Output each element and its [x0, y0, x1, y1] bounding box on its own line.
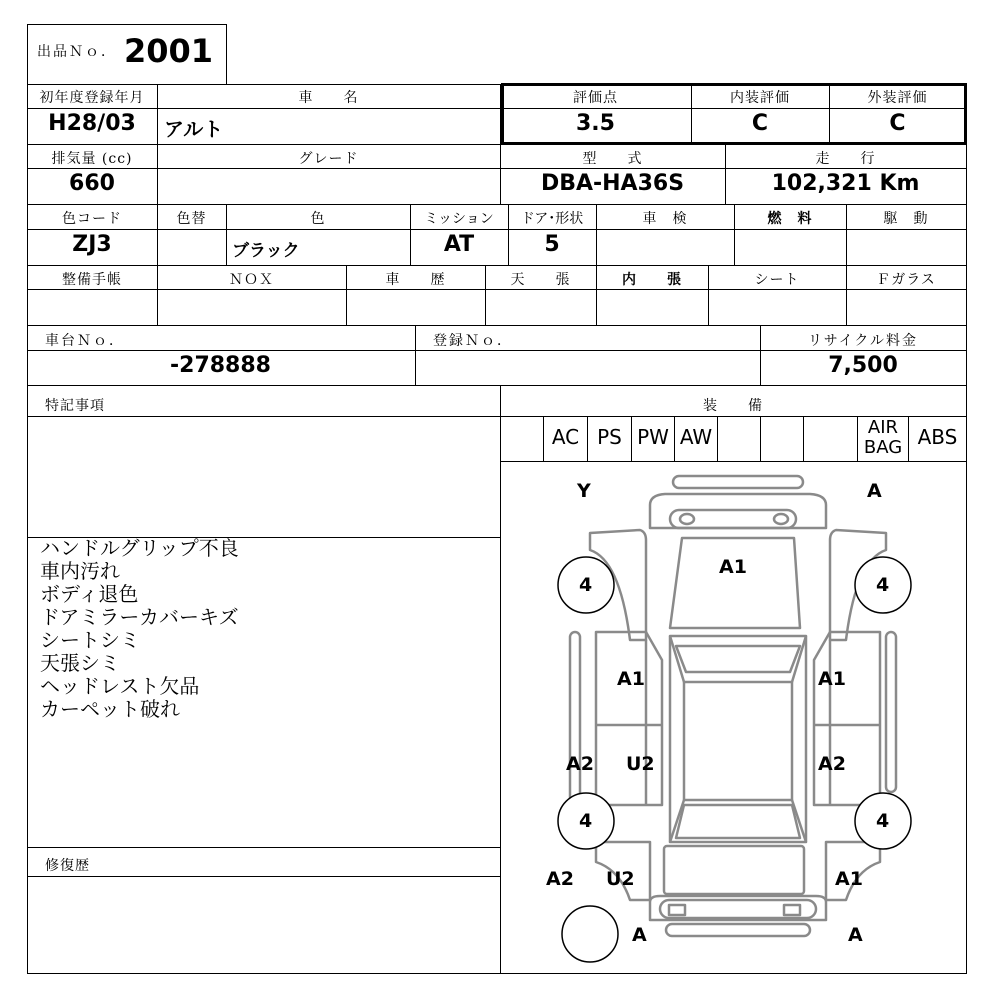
transmission-value: AT [443, 232, 475, 257]
tire-fl-tread: 4 [579, 574, 593, 596]
exterior-score-value: C [889, 111, 906, 136]
equipment-label: 装 備 [703, 398, 763, 414]
chassis-value: -278888 [170, 353, 271, 378]
color-code-label: 色コード [62, 211, 122, 227]
doors-label: ドア･形状 [520, 211, 584, 227]
remark-item: シートシミ [40, 628, 140, 652]
displacement-label: 排気量 (cc) [51, 151, 133, 167]
mark-right-quarter: A1 [835, 868, 863, 890]
score-label: 評価点 [573, 90, 618, 106]
remarks-label: 特記事項 [45, 398, 105, 414]
mark-left-quarter-a: A2 [546, 868, 574, 890]
lot-label: 出品Ｎｏ． [37, 44, 117, 60]
equip-ps: PS [597, 425, 622, 449]
mark-rear-right-corner: A [848, 924, 863, 946]
exterior-score-label: 外装評価 [867, 90, 928, 106]
ceiling-label: 天 張 [510, 272, 571, 288]
repaint-label: 色替 [176, 211, 207, 227]
remark-item: 天張シミ [40, 651, 120, 675]
remark-item: 車内汚れ [40, 559, 120, 583]
car-diagram [501, 462, 966, 973]
remark-item: ボディ退色 [40, 582, 139, 606]
grade-label: グレード [298, 151, 359, 167]
service-book-label: 整備手帳 [62, 272, 122, 288]
mark-rear-left-door-a: A2 [566, 753, 594, 775]
front-glass-label: Ｆガラス [876, 272, 936, 288]
equip-ac: AC [551, 425, 580, 449]
equip-airbag [858, 418, 908, 458]
first-reg-label: 初年度登録年月 [39, 90, 145, 106]
mark-rear-left-door-u: U2 [626, 753, 655, 775]
displacement-value: 660 [69, 171, 115, 196]
interior-score-label: 内装評価 [730, 90, 790, 106]
nox-label: ＮＯＸ [229, 272, 274, 288]
spare-tire [562, 906, 618, 962]
repair-history-label: 修復歴 [45, 858, 90, 874]
remarks-list [40, 537, 239, 721]
equip-abs: ABS [917, 425, 958, 449]
transmission-label: ミッション [424, 211, 494, 227]
mark-front-right-corner: A [867, 480, 882, 502]
airbag-line1: AIR [867, 417, 899, 438]
lot-number: 2001 [124, 32, 214, 70]
mark-hood: A1 [719, 556, 747, 578]
remark-item: ヘッドレスト欠品 [40, 674, 200, 698]
inspection-label: 車 検 [642, 211, 688, 227]
registration-label: 登録Ｎｏ． [433, 333, 513, 349]
model-value: DBA-HA36S [540, 171, 685, 196]
fuel-label: 燃 料 [767, 211, 813, 227]
tire-rl-tread: 4 [579, 810, 593, 832]
mark-rear-right-door: A2 [818, 753, 846, 775]
interior-score-value: C [751, 111, 769, 136]
tire-fr-tread: 4 [876, 574, 890, 596]
color-code-value: ZJ3 [72, 232, 112, 257]
recycle-fee-label: リサイクル料金 [807, 333, 919, 349]
seat-label: シート [754, 272, 800, 288]
airbag-line2: BAG [863, 437, 903, 458]
color-value: ブラック [232, 241, 300, 261]
interior-trim-label: 内 張 [622, 272, 682, 288]
tire-rr-tread: 4 [876, 810, 890, 832]
history-label: 車 歴 [385, 272, 446, 288]
drive-label: 駆 動 [883, 211, 929, 227]
chassis-label: 車台Ｎｏ． [45, 333, 125, 349]
recycle-fee-value: 7,500 [828, 353, 898, 378]
remark-item: カーペット破れ [40, 697, 180, 721]
mileage-value: 102,321 Km [771, 171, 920, 196]
car-name-label: 車 名 [298, 90, 359, 106]
model-label: 型 式 [582, 151, 643, 167]
mark-front-left-corner: Y [577, 480, 591, 502]
remark-item: ハンドルグリップ不良 [40, 536, 239, 560]
equip-aw: AW [679, 425, 713, 449]
mileage-label: 走 行 [815, 151, 876, 167]
mark-front-right-door: A1 [818, 668, 846, 690]
equip-pw: PW [637, 425, 669, 449]
car-name-value: アルト [164, 117, 224, 141]
doors-value: 5 [544, 232, 560, 257]
mark-front-left-door: A1 [617, 668, 645, 690]
remark-item: ドアミラーカバーキズ [40, 605, 239, 629]
first-reg-value: H28/03 [48, 111, 136, 136]
mark-left-quarter-u: U2 [606, 868, 635, 890]
color-label: 色 [310, 211, 326, 227]
score-value: 3.5 [576, 111, 615, 136]
mark-rear-left-corner: A [632, 924, 647, 946]
